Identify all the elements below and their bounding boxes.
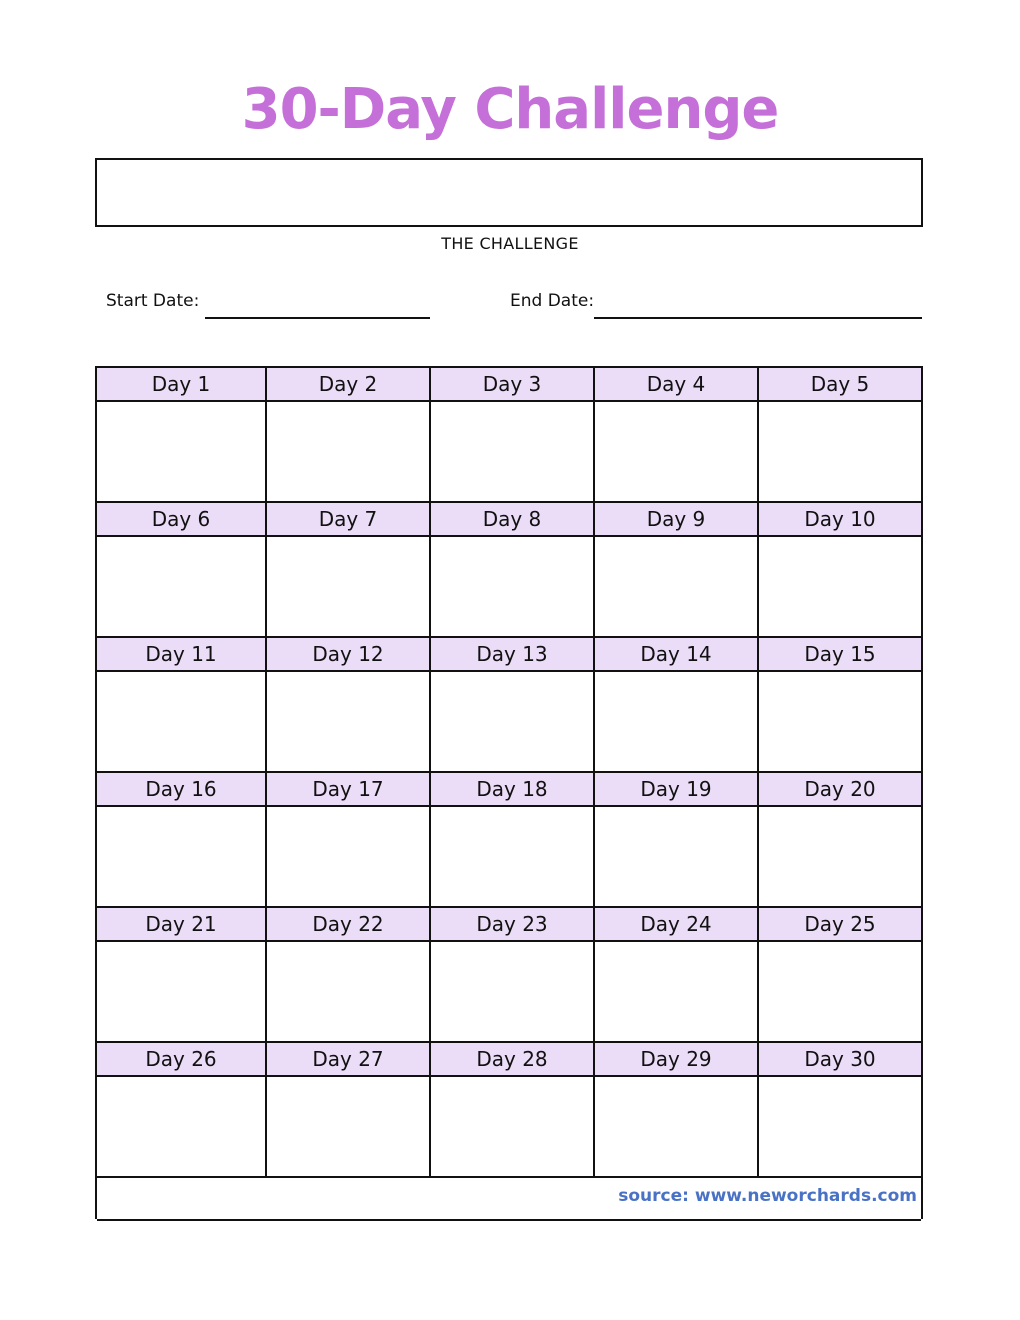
- day-cell[interactable]: [595, 906, 759, 1041]
- day-cell[interactable]: [267, 366, 431, 501]
- day-label: Day 22: [312, 912, 384, 936]
- day-label: Day 30: [804, 1047, 876, 1071]
- day-label: Day 24: [640, 912, 712, 936]
- day-label: Day 29: [640, 1047, 712, 1071]
- day-label: Day 25: [804, 912, 876, 936]
- grid-footer: [97, 1176, 921, 1221]
- day-cell[interactable]: [759, 636, 921, 771]
- challenge-input-box[interactable]: [95, 158, 923, 227]
- day-label: Day 21: [145, 912, 217, 936]
- day-label: Day 8: [482, 507, 542, 531]
- day-grid: [95, 366, 923, 1219]
- day-label: Day 20: [804, 777, 876, 801]
- day-label: Day 15: [804, 642, 876, 666]
- day-label: Day 10: [804, 507, 876, 531]
- day-cell[interactable]: [595, 501, 759, 636]
- day-cell[interactable]: [759, 501, 921, 636]
- day-cell[interactable]: [759, 366, 921, 501]
- day-cell[interactable]: [267, 636, 431, 771]
- day-cell[interactable]: [595, 1041, 759, 1176]
- day-row: [97, 366, 921, 501]
- day-label: Day 12: [312, 642, 384, 666]
- day-cell[interactable]: [595, 366, 759, 501]
- day-cell[interactable]: [267, 906, 431, 1041]
- day-cell[interactable]: [267, 501, 431, 636]
- day-cell[interactable]: [97, 501, 267, 636]
- day-label: Day 19: [640, 777, 712, 801]
- day-cell[interactable]: [97, 906, 267, 1041]
- start-date-field[interactable]: [205, 317, 430, 319]
- day-label: Day 28: [476, 1047, 548, 1071]
- day-cell[interactable]: [431, 906, 595, 1041]
- day-row: [97, 1041, 921, 1176]
- day-cell[interactable]: [97, 366, 267, 501]
- day-label: Day 18: [476, 777, 548, 801]
- day-label: Day 11: [145, 642, 217, 666]
- day-label: Day 14: [640, 642, 712, 666]
- day-label: Day 27: [312, 1047, 384, 1071]
- start-date-label: Start Date:: [106, 291, 200, 311]
- day-cell[interactable]: [759, 906, 921, 1041]
- day-row: [97, 636, 921, 771]
- day-cell[interactable]: [595, 636, 759, 771]
- source-link[interactable]: source: www.neworchards.com: [618, 1186, 917, 1206]
- page-title: 30-Day Challenge: [241, 77, 779, 142]
- day-label: Day 23: [476, 912, 548, 936]
- day-label: Day 5: [810, 372, 870, 396]
- day-cell[interactable]: [431, 1041, 595, 1176]
- end-date-field[interactable]: [594, 317, 922, 319]
- day-cell[interactable]: [431, 501, 595, 636]
- end-date-label: End Date:: [510, 291, 595, 311]
- day-cell[interactable]: [431, 636, 595, 771]
- day-label: Day 16: [145, 777, 217, 801]
- day-label: Day 4: [646, 372, 706, 396]
- day-label: Day 3: [482, 372, 542, 396]
- day-cell[interactable]: [431, 366, 595, 501]
- day-cell[interactable]: [759, 771, 921, 906]
- day-label: Day 2: [318, 372, 378, 396]
- day-cell[interactable]: [267, 771, 431, 906]
- day-cell[interactable]: [759, 1041, 921, 1176]
- day-label: Day 7: [318, 507, 378, 531]
- day-label: Day 1: [151, 372, 211, 396]
- day-label: Day 6: [151, 507, 211, 531]
- day-row: [97, 906, 921, 1041]
- day-cell[interactable]: [595, 771, 759, 906]
- day-row: [97, 771, 921, 906]
- day-cell[interactable]: [97, 1041, 267, 1176]
- day-label: Day 13: [476, 642, 548, 666]
- day-cell[interactable]: [267, 1041, 431, 1176]
- day-cell[interactable]: [97, 636, 267, 771]
- day-label: Day 9: [646, 507, 706, 531]
- day-label: Day 17: [312, 777, 384, 801]
- day-label: Day 26: [145, 1047, 217, 1071]
- day-row: [97, 501, 921, 636]
- day-cell[interactable]: [97, 771, 267, 906]
- day-cell[interactable]: [431, 771, 595, 906]
- challenge-label: THE CHALLENGE: [441, 234, 579, 253]
